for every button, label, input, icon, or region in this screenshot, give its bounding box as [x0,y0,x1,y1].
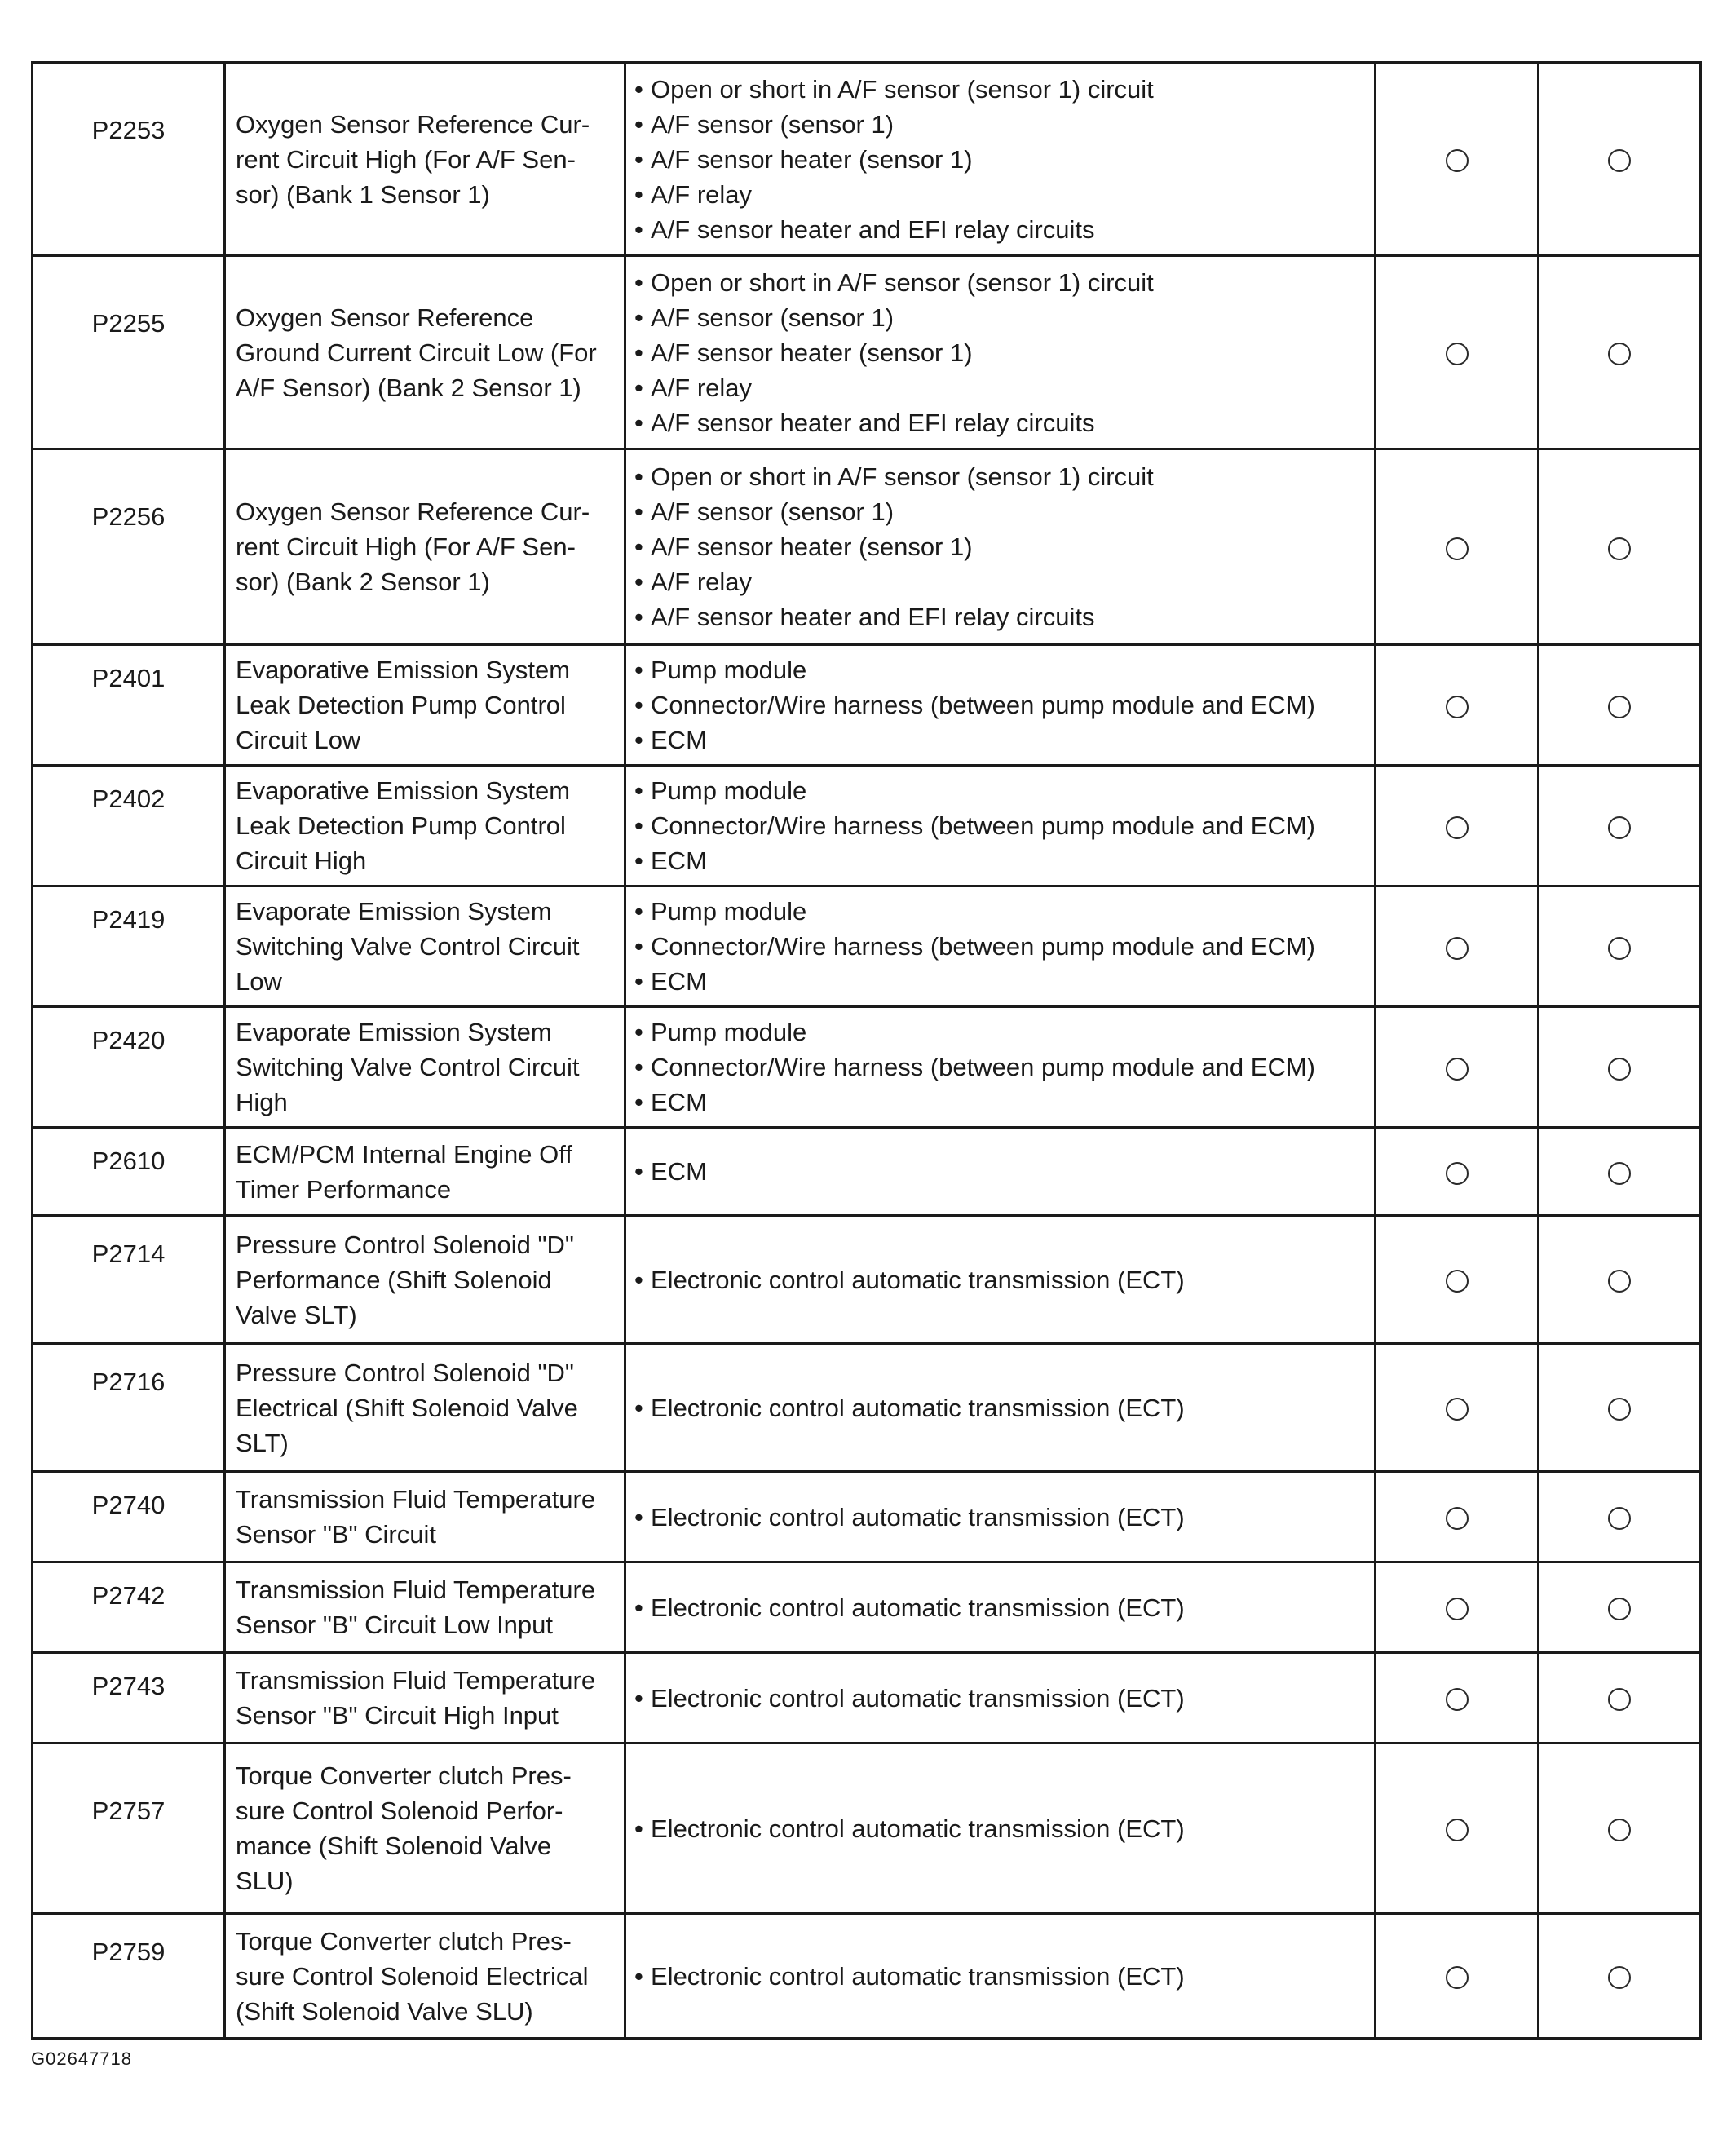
dtc-code: P2714 [33,1216,225,1344]
description-line: Sensor "B" Circuit High Input [236,1701,559,1730]
table-row [33,449,1701,645]
description-line: Performance (Shift Solenoid [236,1265,552,1294]
table-row [33,1128,1701,1216]
description-line: Pressure Control Solenoid "D" [236,1358,574,1387]
table-row [33,645,1701,766]
indicator-cell-1 [1376,1216,1539,1344]
indicator-cell-1 [1376,256,1539,449]
cause-item: • A/F sensor heater (sensor 1) [634,335,1367,370]
trouble-area [625,1007,1376,1128]
dtc-code: P2401 [33,645,225,766]
cause-item: • A/F sensor heater (sensor 1) [634,142,1367,177]
description-line: rent Circuit High (For A/F Sen- [236,144,576,174]
cause-list [634,894,1367,999]
indicator-cell-1 [1376,766,1539,886]
description-line: Leak Detection Pump Control [236,811,566,840]
circle-icon [1608,1507,1631,1530]
indicator-cell-2 [1539,1743,1701,1914]
description-line: Valve SLT) [236,1300,357,1329]
indicator-cell-2 [1539,1216,1701,1344]
indicator-cell-1 [1376,1743,1539,1914]
dtc-description [225,256,625,449]
circle-icon [1608,937,1631,960]
circle-icon [1446,1966,1469,1989]
cause-item: • ECM [634,1154,1367,1189]
dtc-description [225,1562,625,1653]
table-row [33,256,1701,449]
table-row [33,1007,1701,1128]
circle-icon [1446,1398,1469,1421]
cause-item: • A/F sensor heater and EFI relay circuits [634,405,1367,440]
description-line: sure Control Solenoid Perfor- [236,1796,563,1825]
description-line: SLU) [236,1867,294,1895]
trouble-area [625,766,1376,886]
description-line: Timer Performance [236,1174,452,1204]
indicator-cell-2 [1539,449,1701,645]
circle-icon [1608,696,1631,718]
dtc-description [225,1653,625,1743]
circle-icon [1608,149,1631,172]
dtc-code: P2253 [33,63,225,256]
description-line: Evaporate Emission System [236,1018,552,1046]
indicator-cell-2 [1539,256,1701,449]
description-line: Transmission Fluid Temperature [236,1576,596,1604]
description-line: Oxygen Sensor Reference Cur- [236,109,590,139]
cause-item: • ECM [634,843,1367,878]
dtc-description [225,1914,625,2039]
cause-item: • Open or short in A/F sensor (sensor 1) circuit [634,72,1367,107]
cause-list [634,773,1367,878]
circle-icon [1446,1058,1469,1081]
table-row [33,1743,1701,1914]
cause-list [634,1154,1367,1189]
description-line: A/F Sensor) (Bank 2 Sensor 1) [236,373,581,402]
cause-item: • Open or short in A/F sensor (sensor 1) circuit [634,459,1367,494]
dtc-code: P2740 [33,1472,225,1562]
cause-item: • Electronic control automatic transmission (ECT) [634,1681,1367,1716]
description-line: ECM/PCM Internal Engine Off [236,1139,572,1169]
cause-item: • Electronic control automatic transmission (ECT) [634,1390,1367,1425]
dtc-code: P2402 [33,766,225,886]
dtc-description [225,449,625,645]
table-row [33,1216,1701,1344]
indicator-cell-2 [1539,63,1701,256]
indicator-cell-2 [1539,1653,1701,1743]
indicator-cell-2 [1539,1007,1701,1128]
trouble-area [625,1128,1376,1216]
dtc-code: P2759 [33,1914,225,2039]
circle-icon [1446,537,1469,560]
cause-item: • Open or short in A/F sensor (sensor 1) circuit [634,265,1367,300]
circle-icon [1608,1058,1631,1081]
cause-item: • A/F sensor (sensor 1) [634,300,1367,335]
trouble-area [625,1653,1376,1743]
circle-icon [1608,1688,1631,1711]
cause-item: • A/F sensor heater and EFI relay circuits [634,599,1367,634]
dtc-code: P2255 [33,256,225,449]
cause-item: • A/F sensor heater and EFI relay circuits [634,212,1367,247]
indicator-cell-2 [1539,886,1701,1007]
indicator-cell-1 [1376,449,1539,645]
dtc-description [225,645,625,766]
description-line: Evaporative Emission System [236,656,571,684]
description-line: mance (Shift Solenoid Valve [236,1832,552,1860]
indicator-cell-2 [1539,1914,1701,2039]
dtc-code: P2757 [33,1743,225,1914]
circle-icon [1608,1966,1631,1989]
cause-item: • A/F relay [634,370,1367,405]
figure-id: G02647718 [31,2048,132,2069]
dtc-description [225,1344,625,1472]
table-row [33,1653,1701,1743]
table-row [33,1914,1701,2039]
cause-item: • Electronic control automatic transmission (ECT) [634,1262,1367,1297]
trouble-area [625,1914,1376,2039]
cause-item: • Pump module [634,773,1367,808]
cause-list [634,1500,1367,1535]
dtc-description [225,886,625,1007]
cause-list [634,1390,1367,1425]
cause-item: • Electronic control automatic transmission (ECT) [634,1811,1367,1846]
indicator-cell-2 [1539,1562,1701,1653]
indicator-cell-2 [1539,1344,1701,1472]
dtc-code: P2742 [33,1562,225,1653]
cause-item: • A/F sensor (sensor 1) [634,494,1367,529]
table-row [33,1562,1701,1653]
description-line: High [236,1088,288,1116]
dtc-description [225,1216,625,1344]
trouble-area [625,645,1376,766]
description-line: rent Circuit High (For A/F Sen- [236,533,576,561]
description-line: (Shift Solenoid Valve SLU) [236,1996,533,2026]
circle-icon [1446,343,1469,365]
dtc-description [225,1472,625,1562]
indicator-cell-1 [1376,1128,1539,1216]
description-line: sor) (Bank 1 Sensor 1) [236,179,490,209]
trouble-area [625,449,1376,645]
trouble-area [625,1472,1376,1562]
dtc-table-body [33,63,1701,2039]
cause-item: • A/F sensor heater (sensor 1) [634,529,1367,564]
table-row [33,886,1701,1007]
indicator-cell-1 [1376,645,1539,766]
dtc-code: P2743 [33,1653,225,1743]
dtc-description [225,1128,625,1216]
dtc-code: P2420 [33,1007,225,1128]
description-line: Switching Valve Control Circuit [236,1053,580,1081]
trouble-area [625,886,1376,1007]
description-line: Torque Converter clutch Pres- [236,1926,572,1956]
circle-icon [1446,1507,1469,1530]
indicator-cell-1 [1376,1562,1539,1653]
description-line: Switching Valve Control Circuit [236,932,580,961]
indicator-cell-1 [1376,63,1539,256]
cause-list [634,652,1367,758]
circle-icon [1446,696,1469,718]
circle-icon [1608,1270,1631,1293]
cause-list [634,72,1367,247]
description-line: Leak Detection Pump Control [236,691,566,719]
table-row [33,1344,1701,1472]
indicator-cell-1 [1376,1344,1539,1472]
cause-list [634,1681,1367,1716]
description-line: Low [236,967,282,996]
circle-icon [1446,149,1469,172]
trouble-area [625,1216,1376,1344]
cause-item: • Pump module [634,652,1367,687]
description-line: Transmission Fluid Temperature [236,1485,596,1514]
description-line: Sensor "B" Circuit [236,1520,436,1549]
circle-icon [1608,816,1631,839]
description-line: Evaporative Emission System [236,776,571,805]
indicator-cell-2 [1539,645,1701,766]
description-line: Sensor "B" Circuit Low Input [236,1611,554,1639]
cause-item: • A/F relay [634,177,1367,212]
table-row [33,1472,1701,1562]
trouble-area [625,1562,1376,1653]
cause-list [634,1014,1367,1120]
circle-icon [1608,1598,1631,1620]
cause-item: • A/F relay [634,564,1367,599]
dtc-code: P2256 [33,449,225,645]
cause-list [634,1262,1367,1297]
dtc-description [225,63,625,256]
cause-list [634,1590,1367,1625]
cause-item: • Connector/Wire harness (between pump module and ECM) [634,929,1367,964]
cause-item: • ECM [634,1085,1367,1120]
cause-list [634,265,1367,440]
description-line: SLT) [236,1428,289,1457]
circle-icon [1608,1819,1631,1841]
cause-item: • Pump module [634,894,1367,929]
table-row [33,63,1701,256]
circle-icon [1608,537,1631,560]
circle-icon [1446,937,1469,960]
description-line: Electrical (Shift Solenoid Valve [236,1393,578,1422]
cause-list [634,1959,1367,1994]
cause-item: • ECM [634,723,1367,758]
indicator-cell-1 [1376,1007,1539,1128]
cause-item: • Connector/Wire harness (between pump module and ECM) [634,687,1367,723]
description-line: Circuit Low [236,726,361,754]
description-line: sure Control Solenoid Electrical [236,1961,589,1991]
description-line: Pressure Control Solenoid "D" [236,1230,574,1259]
cause-item: • ECM [634,964,1367,999]
circle-icon [1446,1270,1469,1293]
indicator-cell-1 [1376,1472,1539,1562]
cause-item: • Pump module [634,1014,1367,1050]
cause-item: • Connector/Wire harness (between pump module and ECM) [634,808,1367,843]
description-line: Circuit High [236,846,367,875]
cause-item: • A/F sensor (sensor 1) [634,107,1367,142]
dtc-description [225,766,625,886]
dtc-description [225,1007,625,1128]
indicator-cell-2 [1539,766,1701,886]
circle-icon [1446,1598,1469,1620]
trouble-area [625,63,1376,256]
trouble-area [625,256,1376,449]
dtc-table [31,61,1702,2040]
dtc-code: P2419 [33,886,225,1007]
dtc-description [225,1743,625,1914]
cause-item: • Electronic control automatic transmission (ECT) [634,1500,1367,1535]
dtc-code: P2716 [33,1344,225,1472]
description-line: Oxygen Sensor Reference [236,303,534,332]
description-line: Ground Current Circuit Low (For [236,338,597,367]
table-row [33,766,1701,886]
trouble-area [625,1344,1376,1472]
cause-item: • Electronic control automatic transmission (ECT) [634,1590,1367,1625]
cause-item: • Connector/Wire harness (between pump module and ECM) [634,1050,1367,1085]
indicator-cell-1 [1376,886,1539,1007]
dtc-code: P2610 [33,1128,225,1216]
circle-icon [1608,1398,1631,1421]
description-line: sor) (Bank 2 Sensor 1) [236,568,490,596]
circle-icon [1608,343,1631,365]
circle-icon [1446,1819,1469,1841]
cause-list [634,1811,1367,1846]
circle-icon [1446,816,1469,839]
cause-item: • Electronic control automatic transmission (ECT) [634,1959,1367,1994]
indicator-cell-1 [1376,1914,1539,2039]
indicator-cell-1 [1376,1653,1539,1743]
description-line: Torque Converter clutch Pres- [236,1761,572,1790]
cause-list [634,459,1367,634]
description-line: Oxygen Sensor Reference Cur- [236,497,590,526]
circle-icon [1446,1688,1469,1711]
description-line: Transmission Fluid Temperature [236,1666,596,1695]
circle-icon [1608,1162,1631,1185]
indicator-cell-2 [1539,1128,1701,1216]
description-line: Evaporate Emission System [236,897,552,926]
circle-icon [1446,1162,1469,1185]
trouble-area [625,1743,1376,1914]
indicator-cell-2 [1539,1472,1701,1562]
